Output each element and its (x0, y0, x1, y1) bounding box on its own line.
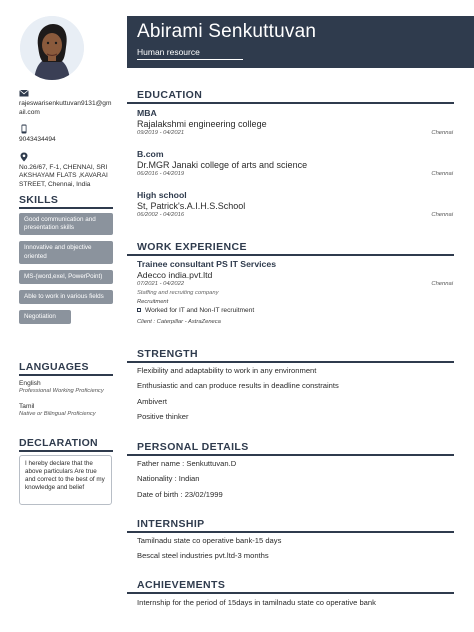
work-clients (137, 319, 453, 325)
education-city: Chennai (431, 212, 453, 218)
internship-item: Tamilnadu state co operative bank-15 days (137, 536, 282, 545)
envelope-icon (19, 88, 29, 98)
education-school: Dr.MGR Janaki college of arts and science (137, 160, 308, 170)
language-name: Tamil (19, 403, 35, 410)
skill-tag: MS-(word,exel, PowerPoint) (19, 270, 113, 284)
contact-phone[interactable]: 9043434494 (19, 136, 56, 144)
education-school: St, Patrick's.A.I.H.S.School (137, 201, 246, 211)
education-item (137, 108, 453, 139)
skills-list (19, 213, 113, 330)
languages-rule (19, 374, 113, 376)
personal-rule (127, 454, 454, 456)
education-dates: 09/2019 - 04/2021 (137, 130, 185, 136)
achievement-item: Internship for the period of 15days in tamilnadu state co operative bank (137, 598, 376, 607)
strength-heading: STRENGTH (137, 348, 198, 360)
contact-section (19, 88, 113, 197)
language-level: Professional Working Proficiency (19, 388, 104, 394)
education-heading: EDUCATION (137, 89, 203, 101)
language-item (19, 403, 113, 417)
personal-item: Nationality : Indian (137, 474, 200, 483)
strength-item: Ambivert (137, 397, 167, 406)
contact-email[interactable]: rajeswarisenkuttuvan9131@gmail.com (19, 100, 112, 116)
skill-tag: Able to work in various fields (19, 290, 113, 304)
candidate-name: Abirami Senkuttuvan (137, 21, 317, 42)
achievements-heading: ACHIEVEMENTS (137, 579, 226, 591)
strength-item: Positive thinker (137, 412, 189, 421)
education-item (137, 190, 453, 221)
strength-item: Flexibility and adaptability to work in any environment (137, 366, 317, 375)
location-pin-icon (19, 152, 29, 162)
phone-icon (19, 124, 29, 134)
declaration-text: I hereby declare that the above particulars Are true and correct to the best of my knowledge and belief (19, 455, 112, 505)
skills-rule (19, 207, 113, 209)
education-dates: 06/2002 - 04/2016 (137, 212, 185, 218)
skill-tag: Innovative and objective oriented (19, 241, 113, 263)
declaration-rule (19, 450, 113, 452)
internship-item: Bescal steel industries pvt.ltd-3 months (137, 551, 269, 560)
header-band (127, 16, 474, 68)
education-item (137, 149, 453, 180)
contact-address: No.26/67, F-1, CHENNAI, SRI AKSHAYAM FLATS ,KAVARAI STREET, Chennai, India (19, 163, 108, 188)
education-rule (127, 102, 454, 104)
strength-rule (127, 361, 454, 363)
personal-item: Date of birth : 23/02/1999 (137, 490, 223, 499)
education-school: Rajalakshmi engineering college (137, 119, 267, 129)
skill-tag: Good communication and presentation skills (19, 213, 113, 235)
education-city: Chennai (431, 171, 453, 177)
work-heading: WORK EXPERIENCE (137, 241, 247, 253)
education-degree: MBA (137, 108, 157, 118)
internship-heading: INTERNSHIP (137, 518, 205, 530)
candidate-role: Human resource (137, 47, 200, 57)
work-company: Adecco india.pvt.ltd (137, 270, 213, 280)
profile-photo-illustration (20, 16, 84, 80)
work-bullet-text: Worked for IT and Non-IT recruitment (145, 307, 255, 314)
languages-heading: LANGUAGES (19, 361, 89, 373)
work-rule (127, 254, 454, 256)
internship-rule (127, 531, 454, 533)
achievements-rule (127, 592, 454, 594)
work-city: Chennai (431, 281, 453, 287)
skills-heading: SKILLS (19, 194, 59, 206)
skill-tag: Negotiation (19, 310, 71, 324)
education-degree: B.com (137, 149, 164, 159)
education-city: Chennai (431, 130, 453, 136)
work-title: Trainee consultant PS IT Services (137, 259, 277, 269)
declaration-heading: DECLARATION (19, 437, 98, 449)
bullet-square-icon (137, 308, 141, 312)
language-name: English (19, 380, 41, 387)
work-subheading: Recruitment (137, 299, 169, 305)
strength-item: Enthusiastic and can produce results in deadline constraints (137, 381, 339, 390)
personal-item: Father name : Senkuttuvan.D (137, 459, 237, 468)
client-list: Caterpillar - AstraZeneca (156, 319, 221, 325)
role-underline (137, 59, 243, 60)
language-level: Native or Bilingual Proficiency (19, 411, 96, 417)
education-degree: High school (137, 190, 187, 200)
profile-photo (20, 16, 84, 80)
work-bullet (137, 307, 453, 314)
education-dates: 06/2016 - 04/2019 (137, 171, 185, 177)
work-dates: 07/2021 - 04/2022 (137, 281, 185, 287)
work-description: Staffing and recruiting company (137, 290, 219, 296)
personal-heading: PERSONAL DETAILS (137, 441, 249, 453)
client-label: Client : (137, 319, 156, 325)
language-item (19, 380, 113, 394)
work-item (137, 259, 453, 325)
